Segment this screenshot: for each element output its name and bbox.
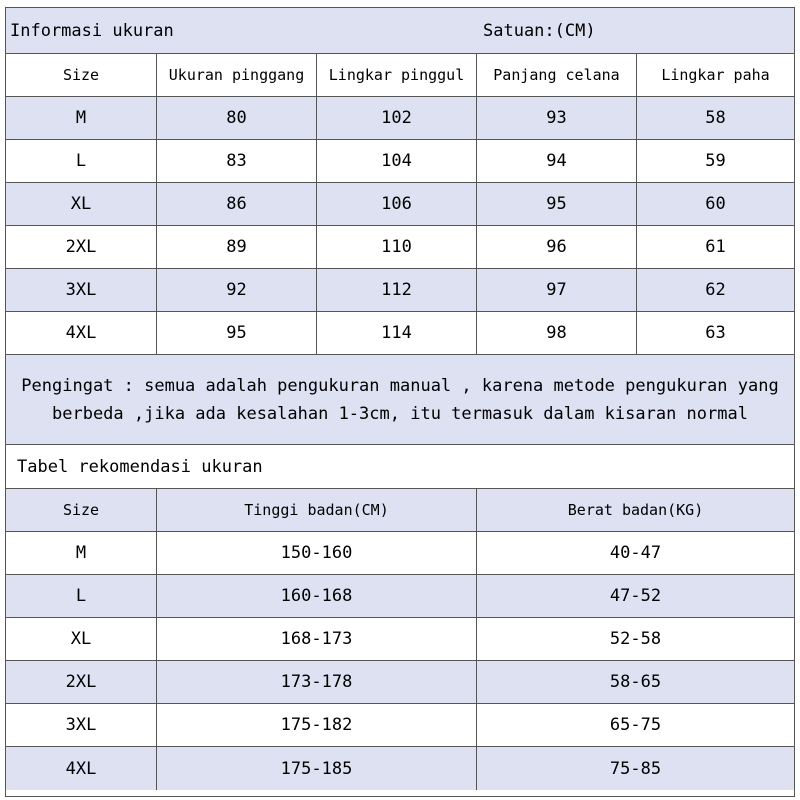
size-cell: 2XL — [6, 226, 157, 268]
table-row — [6, 661, 794, 704]
header-thigh: Lingkar paha — [661, 66, 770, 84]
height-cell: 173-178 — [157, 661, 477, 703]
size-cell: M — [6, 532, 157, 574]
weight-cell: 47-52 — [609, 586, 662, 606]
weight-cell: 40-47 — [609, 543, 662, 563]
size-cell: L — [6, 575, 157, 617]
header-length: Panjang celana — [477, 54, 637, 96]
header-height: Tinggi badan(CM) — [157, 489, 477, 531]
table-row — [6, 532, 794, 575]
hip-cell: 110 — [317, 226, 477, 268]
hip-cell: 104 — [317, 140, 477, 182]
height-cell: 175-182 — [157, 704, 477, 746]
length-cell: 93 — [477, 97, 637, 139]
table-row — [6, 575, 794, 618]
table-row — [6, 312, 794, 355]
table-row — [6, 704, 794, 747]
size-info-header-row — [6, 54, 794, 97]
height-cell: 150-160 — [157, 532, 477, 574]
waist-cell: 89 — [157, 226, 317, 268]
header-size: Size — [6, 489, 157, 531]
waist-cell: 83 — [157, 140, 317, 182]
table-row — [6, 618, 794, 661]
recommend-title: Tabel rekomendasi ukuran — [17, 457, 263, 477]
size-info-title-row — [6, 8, 794, 54]
table-row — [6, 140, 794, 183]
hip-cell: 112 — [317, 269, 477, 311]
note-line-1: Pengingat : semua adalah pengukuran manual , karena metode pengukuran yang — [21, 375, 779, 396]
table-row — [6, 226, 794, 269]
header-weight: Berat badan(KG) — [567, 501, 704, 519]
table-row — [6, 183, 794, 226]
waist-cell: 95 — [157, 312, 317, 354]
recommend-title-row — [6, 445, 794, 489]
recommend-header-row — [6, 489, 794, 532]
size-cell: 3XL — [6, 704, 157, 746]
weight-cell: 65-75 — [609, 715, 662, 735]
header-waist: Ukuran pinggang — [157, 54, 317, 96]
hip-cell: 102 — [317, 97, 477, 139]
size-cell: XL — [6, 183, 157, 225]
hip-cell: 114 — [317, 312, 477, 354]
waist-cell: 92 — [157, 269, 317, 311]
height-cell: 168-173 — [157, 618, 477, 660]
weight-cell: 52-58 — [609, 629, 662, 649]
size-cell: 4XL — [6, 747, 157, 790]
length-cell: 97 — [477, 269, 637, 311]
waist-cell: 80 — [157, 97, 317, 139]
thigh-cell: 63 — [705, 323, 726, 343]
table-row — [6, 97, 794, 140]
thigh-cell: 61 — [705, 237, 726, 257]
size-cell: L — [6, 140, 157, 182]
size-cell: 2XL — [6, 661, 157, 703]
waist-cell: 86 — [157, 183, 317, 225]
size-cell: XL — [6, 618, 157, 660]
length-cell: 95 — [477, 183, 637, 225]
size-cell: M — [6, 97, 157, 139]
hip-cell: 106 — [317, 183, 477, 225]
height-cell: 160-168 — [157, 575, 477, 617]
length-cell: 94 — [477, 140, 637, 182]
thigh-cell: 59 — [705, 151, 726, 171]
thigh-cell: 60 — [705, 194, 726, 214]
weight-cell: 58-65 — [609, 672, 662, 692]
size-info-title: Informasi ukuran — [10, 21, 174, 41]
length-cell: 96 — [477, 226, 637, 268]
header-size: Size — [6, 54, 157, 96]
length-cell: 98 — [477, 312, 637, 354]
unit-label: Satuan:(CM) — [483, 21, 596, 41]
thigh-cell: 58 — [705, 108, 726, 128]
size-chart-sheet — [5, 7, 795, 797]
table-row — [6, 269, 794, 312]
measurement-note — [6, 355, 794, 445]
header-hip: Lingkar pinggul — [317, 54, 477, 96]
note-line-2: berbeda ,jika ada kesalahan 1-3cm, itu termasuk dalam kisaran normal — [52, 403, 748, 424]
thigh-cell: 62 — [705, 280, 726, 300]
weight-cell: 75-85 — [609, 758, 662, 779]
table-row — [6, 747, 794, 790]
size-cell: 3XL — [6, 269, 157, 311]
height-cell: 175-185 — [157, 747, 477, 790]
size-cell: 4XL — [6, 312, 157, 354]
